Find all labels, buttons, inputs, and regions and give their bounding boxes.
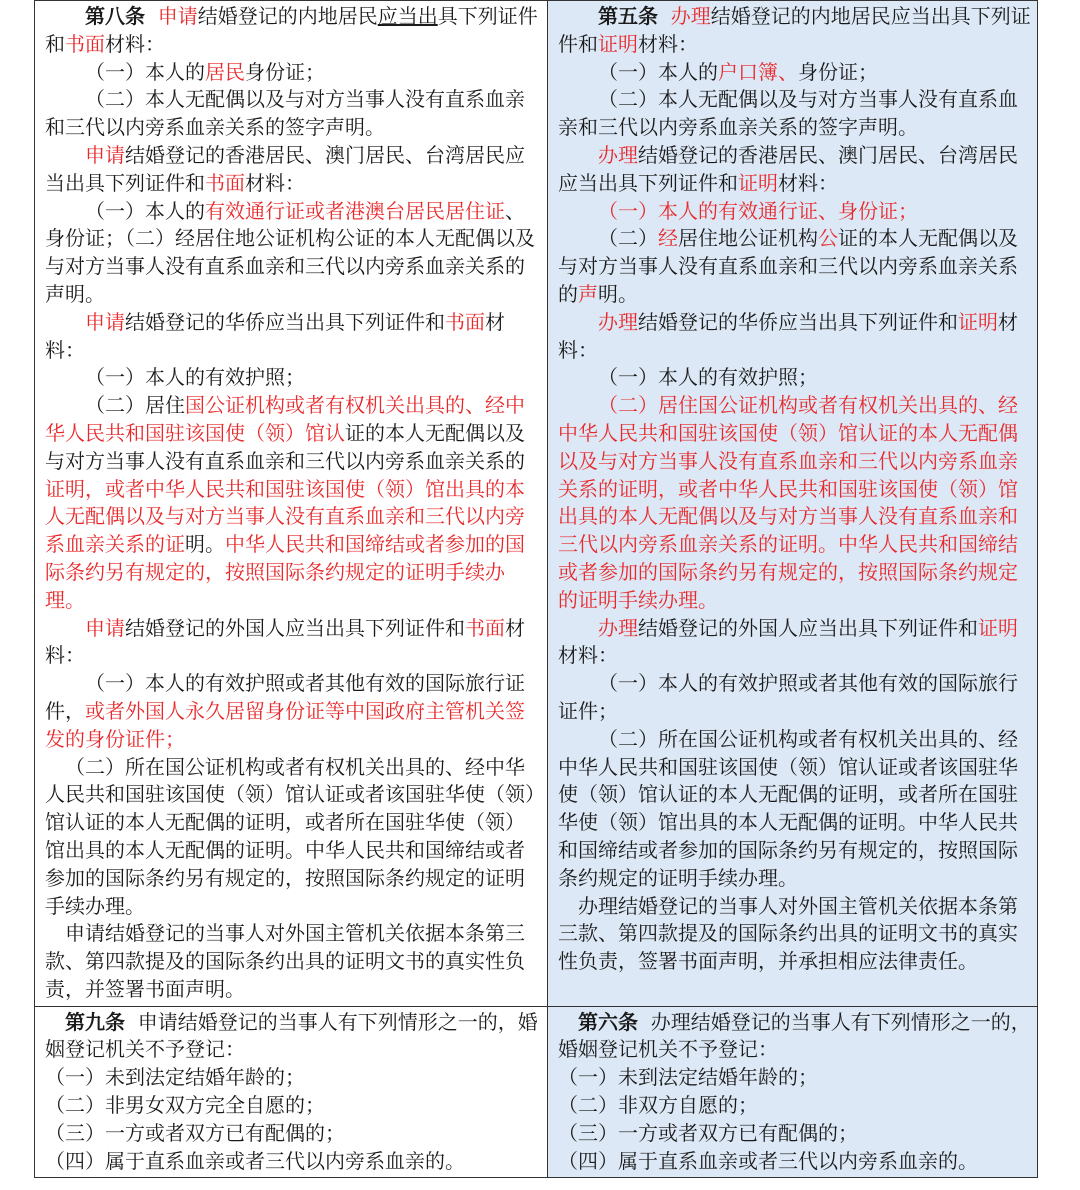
new-art6-item: （一）未到法定结婚年龄的；: [558, 1065, 818, 1090]
old-art8-item: （二）居住国公证机构或者有权机关出具的、经中华人民共和国驻该国使（领）馆认证的本人无配偶以及与对方当事人没有直系血亲和三代以内旁系血亲关系的证明，或者中华人民共和国驻该国使（领）馆出具的本人无配偶以及与对方当事人没有直系血亲和三代以内旁系血亲关系的证明。中华人民共和国缔结或者参加的国际条约另有规定的，按照国际条约规定的证明手续办理。: [45, 393, 525, 612]
new-art5-para1: 第五条 办理结婚登记的内地居民应当出具下列证件和证明材料：: [558, 4, 1031, 56]
old-art8-item: （一）本人的有效通行证或者港澳台居民居住证、身份证；（二）经居住地公证机构公证的本人无配偶以及与对方当事人没有直系血亲和三代以内旁系血亲关系的声明。: [45, 198, 535, 306]
old-art8-item: （一）本人的居民身份证；: [85, 59, 325, 84]
new-art5-item: （一）本人的户口簿、身份证；: [598, 59, 878, 84]
old-art8-item: （二）所在国公证机构或者有权机关出具的、经中华人民共和国驻该国使（领）馆认证或者该国驻华使（领）馆认证的本人无配偶的证明，或者所在国驻华使（领）馆出具的本人无配偶的证明。中华人民共和国缔结或者参加的国际条约另有规定的，按照国际条约规定的证明手续办理。: [45, 754, 535, 918]
new-art5-para4: 办理结婚登记的外国人应当出具下列证件和证明材料：: [558, 615, 1018, 668]
old-article-9-cell: [35, 1006, 548, 1178]
new-art5-para5: 办理结婚登记的当事人对外国主管机关依据本条第三款、第四款提及的国际条约出具的证明文书的真实性负责，签署书面声明，并承担相应法律责任。: [558, 893, 1018, 974]
new-art6-item: （二）非双方自愿的；: [558, 1093, 758, 1118]
new-art5-item: （二）本人无配偶以及与对方当事人没有直系血亲和三代以内旁系血亲关系的签字声明。: [558, 87, 1018, 140]
old-art9-item: （三）一方或者双方已有配偶的；: [45, 1120, 345, 1145]
article-heading: 第八条: [85, 4, 145, 28]
old-art8-para2: 申请结婚登记的香港居民、澳门居民、台湾居民应当出具下列证件和书面材料：: [45, 142, 525, 195]
old-article-8-cell: [35, 1, 548, 1007]
comparison-table: [34, 0, 1038, 1178]
article-heading: 第五条: [598, 4, 658, 28]
old-art9-item: （四）属于直系血亲或者三代以内旁系血亲的。: [45, 1148, 465, 1173]
new-art6-item: （三）一方或者双方已有配偶的；: [558, 1120, 858, 1145]
old-art9-item: （二）非男女双方完全自愿的；: [45, 1093, 325, 1118]
old-art8-para3: 申请结婚登记的华侨应当出具下列证件和书面材料：: [45, 309, 505, 362]
article-heading: 第九条: [65, 1009, 125, 1034]
new-article-5-cell: [548, 1, 1038, 1007]
new-art5-item: （二）所在国公证机构或者有权机关出具的、经中华人民共和国驻该国使（领）馆认证或者该国驻华使（领）馆认证的本人无配偶的证明，或者所在国驻华使（领）馆出具的本人无配偶的证明。中华人民共和国缔结或者参加的国际条约另有规定的，按照国际条约规定的证明手续办理。: [558, 726, 1018, 890]
old-art9-item: （一）未到法定结婚年龄的；: [45, 1065, 305, 1090]
old-art8-para1: 第八条 申请结婚登记的内地居民应当出具下列证件和书面材料：: [45, 4, 538, 56]
table-row: [35, 1006, 1038, 1178]
new-art5-para3: 办理结婚登记的华侨应当出具下列证件和证明材料：: [558, 309, 1018, 362]
old-art9-lead: 第九条 申请结婚登记的当事人有下列情形之一的，婚姻登记机关不予登记：: [45, 1009, 538, 1062]
new-article-6-cell: [548, 1006, 1038, 1178]
old-art8-item: （一）本人的有效护照或者其他有效的国际旅行证件，或者外国人永久居留身份证等中国政府主管机关签发的身份证件；: [45, 671, 525, 751]
new-art5-item: （一）本人的有效护照；: [598, 365, 818, 390]
article-heading: 第六条: [578, 1009, 638, 1034]
new-art5-para2: 办理结婚登记的香港居民、澳门居民、台湾居民应当出具下列证件和证明材料：: [558, 142, 1018, 195]
old-art8-item: （二）本人无配偶以及与对方当事人没有直系血亲和三代以内旁系血亲关系的签字声明。: [45, 87, 525, 140]
new-art6-lead: 第六条 办理结婚登记的当事人有下列情形之一的，婚姻登记机关不予登记：: [558, 1009, 1031, 1062]
old-art8-para5: 申请结婚登记的当事人对外国主管机关依据本条第三款、第四款提及的国际条约出具的证明文书的真实性负责，并签署书面声明。: [45, 921, 525, 1001]
old-art8-para4: 申请结婚登记的外国人应当出具下列证件和书面材料：: [45, 615, 525, 668]
new-art5-item: （二）经居住地公证机构公证的本人无配偶以及与对方当事人没有直系血亲和三代以内旁系血亲关系的声明。: [558, 226, 1018, 306]
new-art5-item: （一）本人的有效通行证、身份证；: [598, 198, 918, 223]
new-art6-item: （四）属于直系血亲或者三代以内旁系血亲的。: [558, 1148, 978, 1173]
old-art8-item: （一）本人的有效护照；: [85, 365, 305, 390]
new-art5-item: （一）本人的有效护照或者其他有效的国际旅行证件；: [558, 671, 1018, 723]
table-row: [35, 1, 1038, 1007]
new-art5-item: （二）居住国公证机构或者有权机关出具的、经中华人民共和国驻该国使（领）馆认证的本人无配偶以及与对方当事人没有直系血亲和三代以内旁系血亲关系的证明，或者中华人民共和国驻该国使（领）馆出具的本人无配偶以及与对方当事人没有直系血亲和三代以内旁系血亲关系的证明。中华人民共和国缔结或者参加的国际条约另有规定的，按照国际条约规定的证明手续办理。: [558, 393, 1018, 612]
